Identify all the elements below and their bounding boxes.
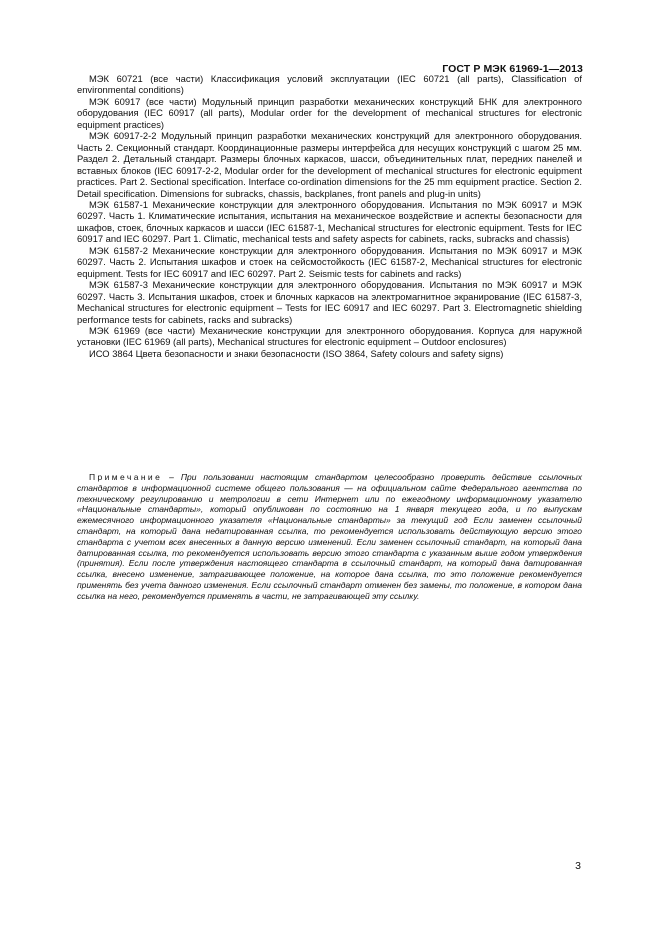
reference-item: ИСО 3864 Цвета безопасности и знаки безопасности (ISO 3864, Safety colours and safety signs)	[89, 347, 504, 359]
reference-item: МЭК 61587-2 Механические конструкции для электронного оборудования. Испытания по МЭК 60917 и МЭК 60297. Часть 2. Испытания шкафов и стоек на сейсмостойкость (IEC 61587-2, Mechanical structures for electronic equipment. Tests for IEC 60917 and IEC 60297. Part 2. Seismic tests for cabinets and racks)	[77, 244, 582, 279]
note-text: – При пользовании настоящим стандартом целесообразно проверить действие ссылочных стандартов в информационной системе общего пользования — на официальном сайте Федерального агентства по техническому регулированию и метрологии в сети Интернет или по ежегодному информационному указателю «Национальные стандарты», который опубликован по состоянию на 1 января текущего года, и по выпускам ежемесячного информационного указателя «Национальные стандарты» за текущий год Если заменен ссылочный стандарт, на который дана недатированная ссылка, то рекомендуется использовать действующую версию этого стандарта с учетом всех внесенных в данную версию изменений. Если заменен ссылочный стандарт, на который дана датированная ссылка, то рекомендуется использовать версию этого стандарта с указанным выше годом утверждения (принятия). Если после утверждения настоящего стандарта в ссылочный стандарт, на который дана датированная ссылка, внесено изменение, затрагивающее положение, на которое дана ссылка, то это положение рекомендуется применять без учета данного изменения. Если ссылочный стандарт отменен без замены, то положение, в котором дана ссылка на него, рекомендуется применять в части, не затрагивающей эту ссылку.	[77, 472, 582, 601]
reference-item: МЭК 60721 (все части) Классификация условий эксплуатации (IEC 60721 (all parts), Classification of environmental conditions)	[77, 73, 582, 96]
note-block	[77, 472, 582, 602]
normative-references	[77, 73, 582, 359]
reference-item: МЭК 61587-1 Механические конструкции для электронного оборудования. Испытания по МЭК 60917 и МЭК 60297. Часть 1. Климатические испытания, испытания на механическое воздействие и аспекты безопасности для шкафов, стоек, блочных каркасов и шасси (IEC 61587-1, Mechanical structures for electronic equipment. Tests for IEC 60917 and IEC 60297. Part 1. Climatic, mechanical tests and safety aspects for cabinets, racks, subracks and chassis)	[77, 198, 582, 245]
reference-item: МЭК 60917-2-2 Модульный принцип разработки механических конструкций для электронного оборудования. Часть 2. Секционный стандарт. Координационные размеры интерфейса для несущих конструкций с шагом 25 мм. Раздел 2. Детальный стандарт. Размеры блочных каркасов, шасси, объединительных плат, передних панелей и вставных блоков (IEC 60917-2-2, Modular order for the development of mechanical structures for electronic equipment practices. Part 2. Sectional specification. Interface co-ordination dimensions for the 25 mm equipment practice. Section 2. Detail specification. Dimensions for subracks, chassis, backplanes, front panels and plug-in units)	[77, 130, 582, 199]
note-label: Примечание	[89, 472, 163, 482]
reference-item: МЭК 61969 (все части) Механические конструкции для электронного оборудования. Корпуса для наружной установки (IEC 61969 (all parts), Mechanical structures for electronic equipment – Outdoor enclosures)	[77, 324, 582, 348]
page-number: 3	[575, 860, 581, 872]
note-paragraph	[77, 472, 582, 602]
reference-item: МЭК 60917 (все части) Модульный принцип разработки механических конструкций БНК для электронного оборудования (IEC 60917 (all parts), Modular order for the development of mechanical structures for electronic equipment practices)	[77, 95, 582, 130]
document-header: ГОСТ Р МЭК 61969-1—2013	[442, 63, 583, 75]
reference-item: МЭК 61587-3 Механические конструкции для электронного оборудования. Испытания по МЭК 60917 и МЭК 60297. Часть 3. Испытания шкафов, стоек и блочных каркасов на электромагнитное экранирование (IEC 61587-3, Mechanical structures for electronic equipment – Tests for IEC 60917 and IEC 60297. Part 3. Electromagnetic shielding performance tests for cabinets, racks and subracks)	[77, 279, 582, 325]
